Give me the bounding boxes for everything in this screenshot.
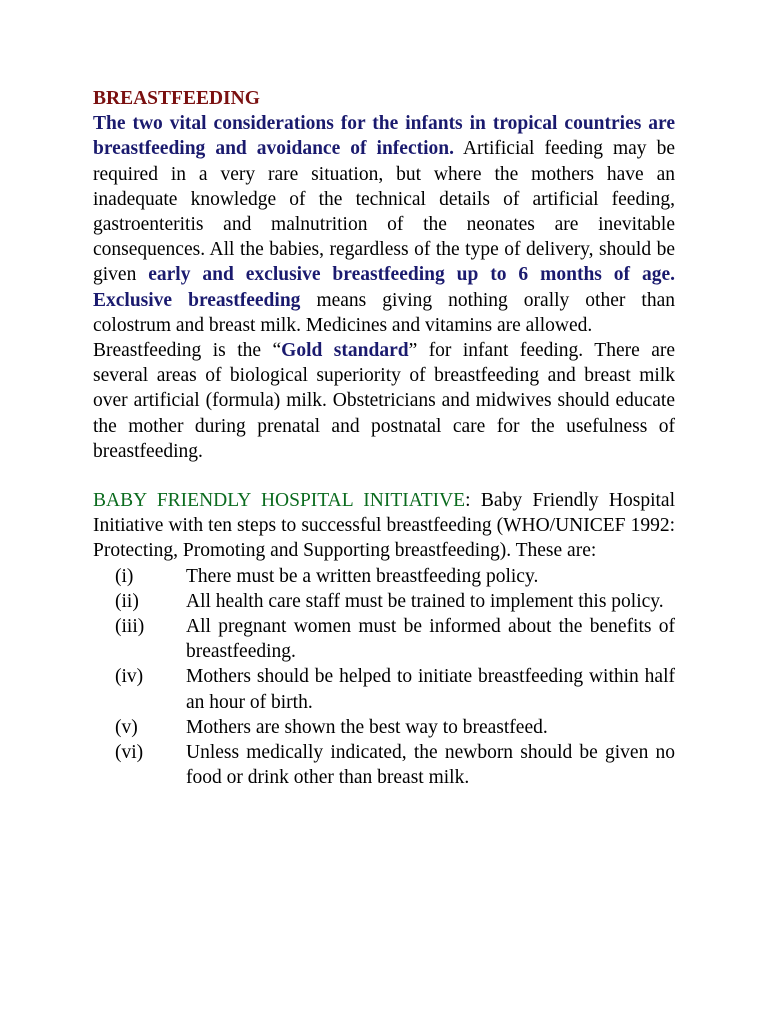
step-number: (iii) [115,616,145,638]
step-number: (vi) [115,742,144,764]
section-spacer [93,464,675,488]
list-item [93,740,675,790]
document-page [93,86,675,790]
lead-statement: The two vital considerations for the infants in tropical countries are breastfeeding and avoidance of infection. [93,113,675,160]
list-item [93,715,675,740]
step-text: Unless medically indicated, the newborn should be given no food or drink other than breast milk. [186,742,675,789]
list-item [93,589,675,614]
paragraph-intro [93,111,675,338]
step-text: Mothers should be helped to initiate breastfeeding within half an hour of birth. [186,666,675,713]
intro-text-3: means giving nothing orally other than colostrum and breast milk. Medicines and vitamins are allowed. [93,289,675,336]
step-text: All health care staff must be trained to implement this policy. [186,590,664,612]
list-item [93,614,675,664]
step-number: (iv) [115,666,144,688]
emphasis-early-exclusive: early and exclusive breastfeeding up to 6 months of age. [148,264,675,286]
section-heading-breastfeeding: BREASTFEEDING [93,88,260,109]
step-text: All pregnant women must be informed about the benefits of breastfeeding. [186,616,675,663]
list-item [93,664,675,714]
intro-text-1: Artificial feeding may be required in a very rare situation, but where the mothers have an inadequate knowledge of the technical details of artificial feeding, gastroenteritis and malnutrition of the neonates are inevitable consequences. All the babies, regardless of the type of delivery, should be given [93,138,675,286]
steps-list [93,564,675,791]
emphasis-exclusive-breastfeeding: Exclusive breastfeeding [93,289,301,311]
bfhi-intro-text: : Baby Friendly Hospital Initiative with ten steps to successful breastfeeding (WHO/UNICEF 1992: Protecting, Promoting and Supporting breastfeeding). These are: [93,490,675,562]
step-number: (v) [115,716,138,738]
paragraph-gold-standard [93,338,675,464]
gold-text-2: ” for infant feeding. There are several areas of biological superiority of breastfeeding and breast milk over artificial (formula) milk. Obstetricians and midwives should educate the mother during prenatal and postnatal care for the usefulness of breastfeeding. [93,340,676,462]
step-number: (ii) [115,590,139,612]
paragraph-bfhi-intro [93,488,675,564]
step-text: There must be a written breastfeeding policy. [186,565,539,587]
step-number: (i) [115,565,134,587]
gold-text-1: Breastfeeding is the “ [93,340,282,362]
list-item [93,564,675,589]
emphasis-gold-standard: Gold standard [281,340,409,362]
section-heading-bfhi: BABY FRIENDLY HOSPITAL INITIATIVE [93,490,466,512]
step-text: Mothers are shown the best way to breastfeed. [186,716,548,738]
